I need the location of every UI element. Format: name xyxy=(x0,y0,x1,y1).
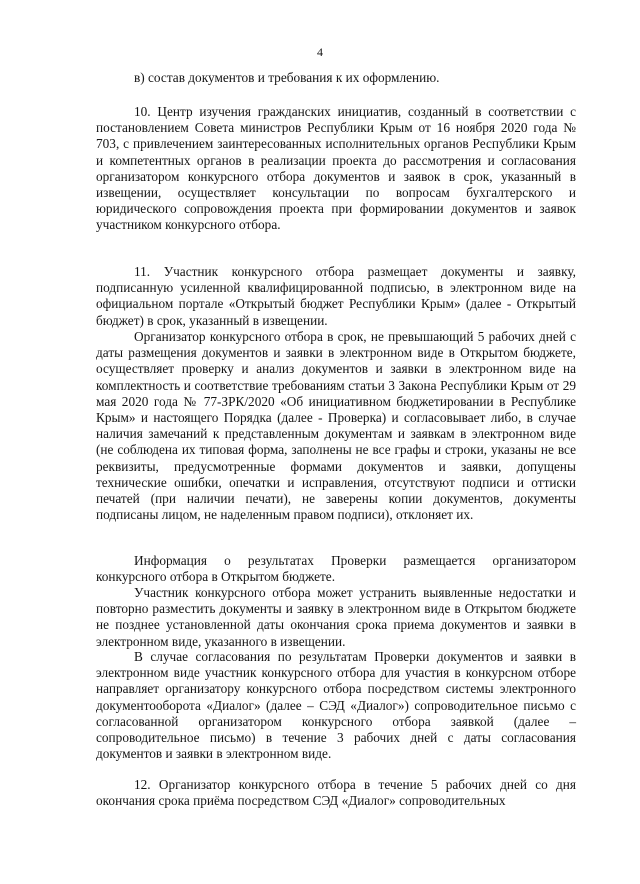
section-10-paragraph: 10. Центр изучения гражданских инициатив, созданный в соответствии с постановлением Совета министров Республики Крым от 16 ноября 2020 года № 703, с привлечением заинтересованных исполнительных органов Республики Крым и компетентных органов в реализации проекта до рассмотрения и согласования организатором конкурсного отбора документов и заявок в срок, указанный в извещении, осуществляет консультации по вопросам бухгалтерского и юридического сопровождения проекта при формировании документов и заявок участником конкурсного отбора. xyxy=(96,104,576,233)
resubmission-paragraph: Участник конкурсного отбора может устранить выявленные недостатки и повторно разместить документы и заявку в электронном виде в Открытом бюджете не позднее установленной даты окончания срока приема документов и заявки в электронном виде, указанного в извещении. xyxy=(96,585,576,649)
cover-letter-paragraph: В случае согласования по результатам Проверки документов и заявки в электронном виде участник конкурсного отбора для участия в конкурсном отборе направляет организатору конкурсного отбора посредством системы электронного документооборота «Диалог» (далее – СЭД «Диалог») сопроводительное письмо с согласованной организатором конкурсного отбора заявкой (далее – сопроводительное письмо) в течение 3 рабочих дней с даты согласования документов и заявки в электронном виде. xyxy=(96,649,576,762)
page-number: 4 xyxy=(317,45,323,59)
results-info-paragraph: Информация о результатах Проверки размещается организатором конкурсного отбора в Открытом бюджете. xyxy=(96,553,576,585)
item-v-paragraph: в) состав документов и требования к их оформлению. xyxy=(134,70,440,85)
section-11-paragraph: 11. Участник конкурсного отбора размещает документы и заявку, подписанную усиленной квалифицированной подписью, в электронном виде на официальном портале «Открытый бюджет Республики Крым» (далее - Открытый бюджет) в срок, указанный в извещении. xyxy=(96,264,576,328)
verification-paragraph: Организатор конкурсного отбора в срок, не превышающий 5 рабочих дней с даты размещения документов и заявки в электронном виде в Открытом бюджете, осуществляет проверку и анализ документов и заявки в электронном виде на комплектность и соответствие требованиям статьи 3 Закона Республики Крым от 29 мая 2020 года № 77-ЗРК/2020 «Об инициативном бюджетировании в Республике Крым» и настоящего Порядка (далее - Проверка) и согласовывает либо, в случае наличия замечаний к представленным документам и заявкам в электронном виде (не соблюдена их типовая форма, заполнены не все графы и строки, указаны не все реквизиты, предусмотренные формами документов и заявки, допущены технические ошибки, опечатки и исправления, отсутствуют подписи и оттиски печатей (при наличии печати), не заверены копии документов, документы подписаны лицом, не наделенным правом подписи), отклоняет их. xyxy=(96,329,576,523)
section-12-paragraph: 12. Организатор конкурсного отбора в течение 5 рабочих дней со дня окончания срока приёма посредством СЭД «Диалог» сопроводительных xyxy=(96,777,576,809)
